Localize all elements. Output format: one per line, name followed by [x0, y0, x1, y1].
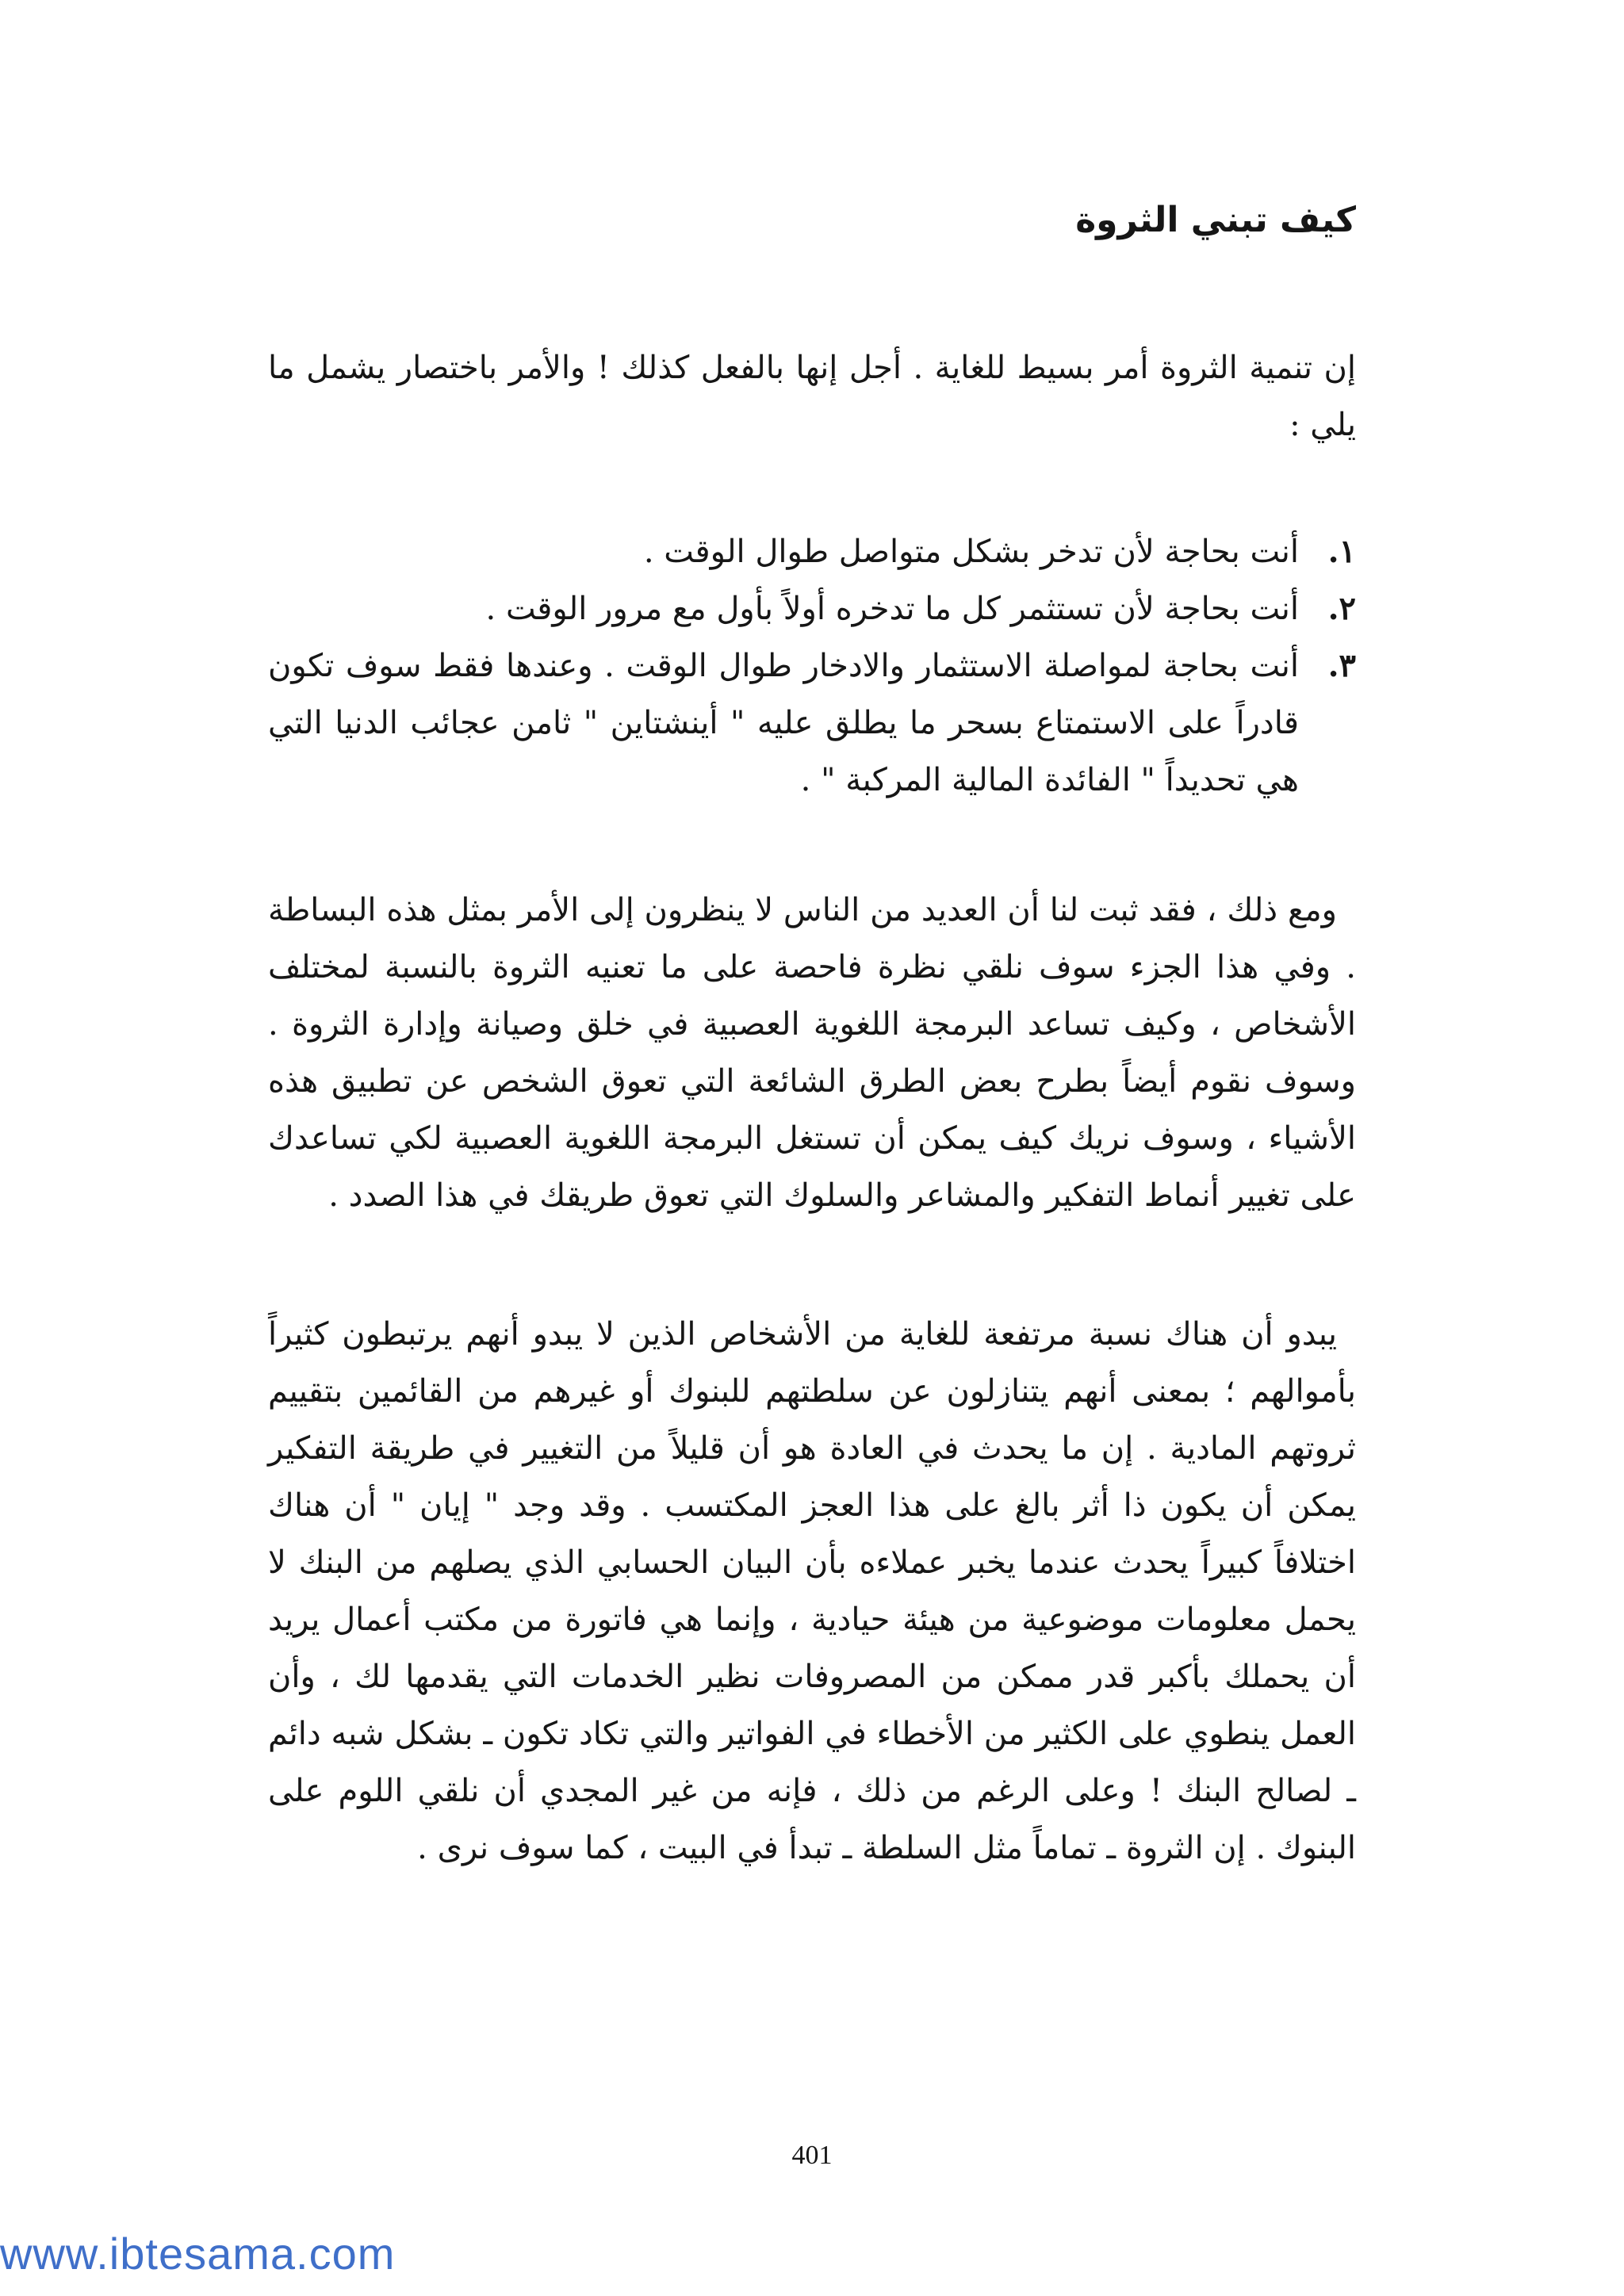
intro-paragraph: إن تنمية الثروة أمر بسيط للغاية . أجل إنها بالفعل كذلك ! والأمر باختصار يشمل ما يلي :: [268, 350, 1356, 443]
list-item-number: ١.: [1327, 533, 1356, 570]
numbered-list: [268, 523, 1356, 809]
list-item: [268, 580, 1356, 637]
watermark-url: www.ibtesama.com: [0, 2229, 396, 2279]
list-item: [268, 523, 1356, 580]
list-item: [268, 637, 1356, 809]
list-item-number: ٣.: [1327, 647, 1356, 684]
list-item-number: ٢.: [1327, 590, 1356, 627]
list-item-text: أنت بحاجة لأن تدخر بشكل متواصل طوال الوقت .: [643, 534, 1299, 570]
list-item-text: أنت بحاجة لأن تستثمر كل ما تدخره أولاً بأول مع مرور الوقت .: [485, 591, 1299, 627]
page-number: 401: [791, 2141, 833, 2170]
body-paragraph-1: ومع ذلك ، فقد ثبت لنا أن العديد من الناس لا ينظرون إلى الأمر بمثل هذه البساطة . وفي هذا الجزء سوف نلقي نظرة فاحصة على ما تعنيه الثروة بالنسبة لمختلف الأشخاص ، وكيف تساعد البرمجة اللغوية العصبية في خلق وصيانة وإدارة الثروة . وسوف نقوم أيضاً بطرح بعض الطرق الشائعة التي تعوق الشخص عن تطبيق هذه الأشياء ، وسوف نريك كيف يمكن أن تستغل البرمجة اللغوية العصبية لكي تساعدك على تغيير أنماط التفكير والمشاعر والسلوك التي تعوق طريقك في هذا الصدد .: [268, 892, 1356, 1214]
list-item-text: أنت بحاجة لمواصلة الاستثمار والادخار طوال الوقت . وعندها فقط سوف تكون قادراً على الاستمتاع بسحر ما يطلق عليه " أينشتاين " ثامن عجائب الدنيا التي هي تحديداً " الفائدة المالية المركبة " .: [268, 648, 1300, 798]
body-paragraph-2: يبدو أن هناك نسبة مرتفعة للغاية من الأشخاص الذين لا يبدو أنهم يرتبطون كثيراً بأموالهم ؛ بمعنى أنهم يتنازلون عن سلطتهم للبنوك أو غيرهم من القائمين بتقييم ثروتهم المادية . إن ما يحدث في العادة هو أن قليلاً من التغيير في طريقة التفكير يمكن أن يكون ذا أثر بالغ على هذا العجز المكتسب . وقد وجد " إيان " أن هناك اختلافاً كبيراً يحدث عندما يخبر عملاءه بأن البيان الحسابي الذي يصلهم من البنك لا يحمل معلومات موضوعية من هيئة حيادية ، وإنما هي فاتورة من مكتب أعمال يريد أن يحملك بأكبر قدر ممكن من المصروفات نظير الخدمات التي يقدمها لك ، وأن العمل ينطوي على الكثير من الأخطاء في الفواتير والتي تكاد تكون ـ بشكل شبه دائم ـ لصالح البنك ! وعلى الرغم من ذلك ، فإنه من غير المجدي أن نلقي اللوم على البنوك . إن الثروة ـ تماماً مثل السلطة ـ تبدأ في البيت ، كما سوف نرى .: [268, 1316, 1356, 1866]
section-heading: كيف تبني الثروة: [1075, 200, 1356, 240]
